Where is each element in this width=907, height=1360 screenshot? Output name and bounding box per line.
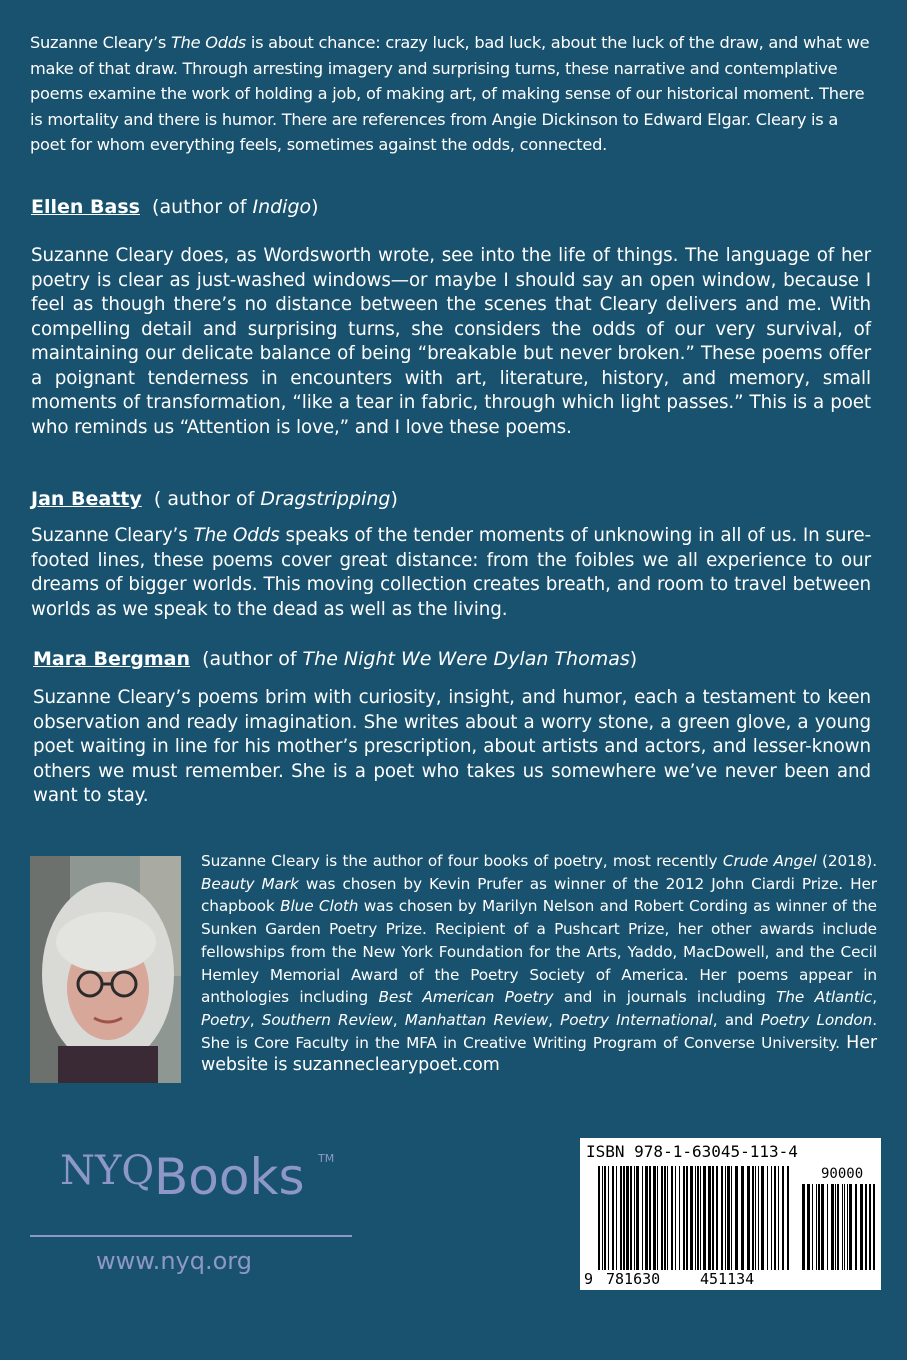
barcode-bar [860, 1184, 863, 1270]
barcode-bar [636, 1166, 639, 1270]
barcode-bar [758, 1166, 759, 1270]
logo-trademark: TM [318, 1152, 335, 1165]
barcode-bar [695, 1166, 696, 1270]
author-photo [30, 856, 181, 1083]
barcode-bar [778, 1166, 779, 1270]
barcode-bar [747, 1166, 750, 1270]
barcode-bar [818, 1184, 820, 1270]
author-website: Her website is suzanneclearypoet.com [201, 1032, 877, 1076]
barcode-bar [767, 1166, 768, 1270]
barcode-bar [721, 1166, 723, 1270]
barcode-bar [716, 1166, 718, 1270]
blurb-3-author-credit: (author of The Night We Were Dylan Thomas) [202, 648, 638, 670]
blurb-1-header [31, 194, 319, 220]
blurb-1-text: Suzanne Cleary does, as Wordsworth wrote, see into the life of things. The language of her poetry is clear as just-washed windows—or maybe I should say an open window, because I feel as though there’s no distance between the scenes that Cleary delivers and me. With compelling detail and surprising turns, she considers the odds of our very survival, of maintaining our delicate balance of being “breakable but never broken.” These poems offer a poignant tenderness in encounters with art, literature, history, and memory, small moments of transformation, “like a tear in fabric, through which light passes.” This is a poet who reminds us “Attention is love,” and I love these poems. [31, 245, 871, 438]
barcode-bar [653, 1166, 656, 1270]
barcode-bar [686, 1166, 688, 1270]
addon-barcode-bars [802, 1184, 875, 1270]
blurb-2-author-credit: ( author of Dragstripping) [153, 488, 398, 510]
barcode-bar [731, 1166, 732, 1270]
nyq-books-logo [30, 1140, 355, 1280]
barcode-bar [752, 1166, 754, 1270]
barcode-bar [844, 1184, 845, 1270]
author-portrait-illustration [30, 856, 181, 1083]
barcode-bar [812, 1184, 813, 1270]
barcode-bar [604, 1166, 606, 1270]
barcode-bar [598, 1166, 600, 1270]
blurb-2-text: Suzanne Cleary’s The Odds speaks of the tender moments of unknowing in all of us. In sure-footed lines, these poems cover great distance: from the foibles we all experience to our dreams of bigger worlds. This moving collection creates breath, and room to travel between worlds as we speak to the dead as well as the living. [31, 525, 872, 620]
barcode-bar [667, 1166, 668, 1270]
barcode-bar [869, 1184, 871, 1270]
barcode-bar [725, 1166, 726, 1270]
barcode-bar [865, 1184, 867, 1270]
ean-first-digit: 9 [584, 1270, 594, 1288]
barcode-bar [827, 1184, 828, 1270]
barcode-bar [774, 1166, 776, 1270]
barcode-bar [835, 1184, 836, 1270]
barcode-bar [642, 1166, 643, 1270]
ean-barcode-bars [598, 1166, 789, 1270]
barcode-bar [831, 1184, 834, 1270]
barcode-bar [634, 1166, 635, 1270]
barcode-bar [612, 1166, 614, 1270]
blurb-2-author-name: Jan Beatty [31, 488, 142, 510]
barcode-bar [837, 1184, 839, 1270]
blurb-3-author-name: Mara Bergman [33, 648, 191, 670]
isbn-number: ISBN 978-1-63045-113-4 [586, 1142, 798, 1161]
barcode-bar [623, 1166, 625, 1270]
barcode-bar [816, 1184, 817, 1270]
blurb-1-author-name: Ellen Bass [31, 196, 140, 218]
logo-mark: NYQ [60, 1148, 155, 1194]
barcode-bar [727, 1166, 730, 1270]
barcode-bar [712, 1166, 714, 1270]
barcode-bar [782, 1166, 784, 1270]
barcode-bar [735, 1166, 738, 1270]
barcode-bar [771, 1166, 772, 1270]
author-bio: Suzanne Cleary is the author of four books of poetry, most recently Crude Angel (2018). Beauty Mark was chosen by Kevin Prufer as winner of the 2012 John Ciardi Prize. Her chapbook Blue Cloth was chosen by Marilyn Nelson and Robert Cording as winner of the Sunken Garden Poetry Prize. Recipient of a Pushcart Prize, her other awards include fellowships from the New York Foundation for the Arts, Yaddo, MacDowell, and the Cecil Hemley Memorial Award of the Poetry Society of America. Her poems appear in anthologies including Best American Poetry and in journals including The Atlantic, Poetry, Southern Review, Manhattan Review, Poetry International, and Poetry London. She is Core Faculty in the MFA in Creative Writing Program of Converse University. Her website is suzanneclearypoet.com [201, 852, 877, 1076]
barcode-bar [703, 1166, 706, 1270]
ean-left-digits: 781630 [606, 1270, 661, 1288]
barcode-bar [807, 1184, 810, 1270]
barcode-bar [802, 1184, 805, 1270]
blurb-3-header [33, 646, 637, 672]
barcode-bar [626, 1166, 629, 1270]
barcode-bar [787, 1166, 789, 1270]
blurb-1-author-credit: (author of Indigo) [152, 196, 319, 218]
isbn-barcode [580, 1138, 881, 1290]
barcode-bar [679, 1166, 680, 1270]
barcode-bar [708, 1166, 711, 1270]
barcode-bar [821, 1184, 824, 1270]
intro-text-2: is about chance: crazy luck, bad luck, about the luck of the draw, and what we make of that draw. Through arresting imagery and surprising turns, these narrative and contemplative poems examine the work of holding a job, of making art, of making sense of our historical moment. There is mortality and there is humor. There are references from Angie Dickinson to Edward Elgar. Cleary is a poet for whom everything feels, sometimes against the odds, connected. [30, 33, 870, 154]
barcode-bar [842, 1184, 843, 1270]
price-code: 90000 [821, 1166, 864, 1182]
barcode-bar [616, 1166, 617, 1270]
barcode-bar [664, 1166, 666, 1270]
barcode-bar [849, 1184, 852, 1270]
barcode-bar [661, 1166, 663, 1270]
barcode-bar [855, 1184, 857, 1270]
blurb-2-header [31, 486, 398, 512]
barcode-bar [700, 1166, 701, 1270]
barcode-bar [690, 1166, 693, 1270]
barcode-bar [671, 1166, 673, 1270]
intro-text-1: Suzanne Cleary’s [30, 33, 171, 52]
barcode-bar [675, 1166, 676, 1270]
barcode-bar [620, 1166, 622, 1270]
blurb-3-text: Suzanne Cleary’s poems brim with curiosity, insight, and humor, each a testament to keen observation and ready imagination. She writes about a worry stone, a green glove, a young poet waiting in line for his mother’s prescription, about artists and actors, and lesser-known others we must remember. She is a poet who takes us somewhere we’ve never been and want to stay. [33, 687, 871, 806]
ean-right-digits: 451134 [700, 1270, 755, 1288]
barcode-bar [645, 1166, 648, 1270]
barcode-bar [873, 1184, 875, 1270]
intro-paragraph [30, 30, 878, 158]
barcode-bar [755, 1166, 756, 1270]
barcode-bar [608, 1166, 609, 1270]
barcode-bar [657, 1166, 658, 1270]
barcode-bar [847, 1184, 848, 1270]
barcode-bar [602, 1166, 603, 1270]
barcode-bar [741, 1166, 744, 1270]
barcode-bar [697, 1166, 699, 1270]
barcode-bar [649, 1166, 651, 1270]
publisher-url: www.nyq.org [96, 1247, 252, 1275]
barcode-bar [761, 1166, 764, 1270]
intro-book-title: The Odds [170, 33, 246, 52]
barcode-bar [683, 1166, 685, 1270]
logo-wordmark: Books [154, 1148, 305, 1206]
barcode-bar [630, 1166, 632, 1270]
